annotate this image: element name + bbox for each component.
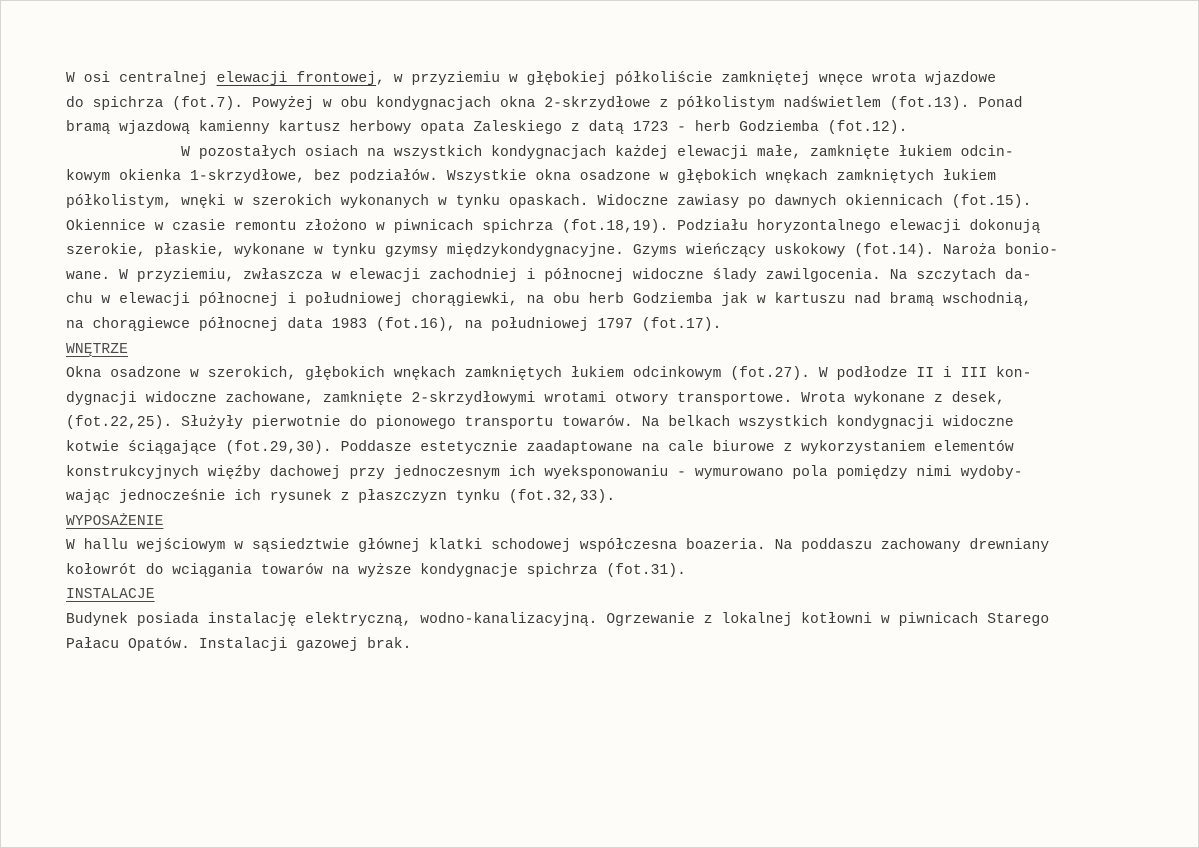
paragraph-line: na chorągiewce północnej data 1983 (fot.16), na południowej 1797 (fot.17). <box>66 316 722 333</box>
paragraph-line: szerokie, płaskie, wykonane w tynku gzymsy międzykondygnacyjne. Gzyms wieńczący uskokowy (fot.14). Naroża bonio- <box>66 243 1059 260</box>
paragraph-line: W hallu wejściowym w sąsiedztwie głównej klatki schodowej współczesna boazeria. Na poddaszu zachowany drewniany <box>66 538 1050 555</box>
paragraph-line: W pozostałych osiach na wszystkich kondygnacjach każdej elewacji małe, zamknięte łukiem odcin- <box>66 144 1014 161</box>
typed-text-body <box>66 67 1166 657</box>
paragraph-line: dygnacji widoczne zachowane, zamknięte 2-skrzydłowymi wrotami otwory transportowe. Wrota wykonane z desek, <box>66 390 1005 407</box>
section-heading-wnetrze: WNĘTRZE <box>66 341 129 358</box>
text-span: , w przyziemiu w głębokiej półkoliście zamkniętej wnęce wrota wjazdowe <box>376 71 997 87</box>
paragraph-line: kowym okienka 1-skrzydłowe, bez podziałów. Wszystkie okna osadzone w głębokich wnękach zamkniętych łukiem <box>66 169 997 186</box>
paragraph-line: chu w elewacji północnej i południowej chorągiewki, na obu herb Godziemba jak w kartuszu nad bramą wschodnią, <box>66 292 1032 309</box>
paragraph-line: wając jednocześnie ich rysunek z płaszczyzn tynku (fot.32,33). <box>66 489 616 506</box>
section-heading-wyposazenie: WYPOSAŻENIE <box>66 513 164 530</box>
paragraph-line: bramą wjazdową kamienny kartusz herbowy opata Zaleskiego z datą 1723 - herb Godziemba (fot.12). <box>66 120 908 137</box>
paragraph-line: konstrukcyjnych więźby dachowej przy jednoczesnym ich wyeksponowaniu - wymurowano pola pomiędzy nimi wydoby- <box>66 464 1023 481</box>
paragraph-line: Budynek posiada instalację elektryczną, wodno-kanalizacyjną. Ogrzewanie z lokalnej kotłowni w piwnicach Starego <box>66 612 1050 629</box>
paragraph-line: Pałacu Opatów. Instalacji gazowej brak. <box>66 636 412 653</box>
paragraph-line: kołowrót do wciągania towarów na wyższe kondygnacje spichrza (fot.31). <box>66 562 687 579</box>
underlined-term: elewacji frontowej <box>216 71 377 87</box>
paragraph-line: półkolistym, wnęki w szerokich wykonanych w tynku opaskach. Widoczne zawiasy po dawnych okiennicach (fot.15). <box>66 193 1032 210</box>
text-span: W osi centralnej <box>66 71 217 87</box>
section-heading-instalacje: INSTALACJE <box>66 587 155 604</box>
paragraph-line: Okiennice w czasie remontu złożono w piwnicach spichrza (fot.18,19). Podziału horyzontalnego elewacji dokonują <box>66 218 1041 235</box>
paragraph-line: kotwie ściągające (fot.29,30). Poddasze estetycznie zaadaptowane na cale biurowe z wykorzystaniem elementów <box>66 439 1014 456</box>
paragraph-line: Okna osadzone w szerokich, głębokich wnękach zamkniętych łukiem odcinkowym (fot.27). W podłodze II i III kon- <box>66 366 1032 383</box>
paragraph-line: (fot.22,25). Służyły pierwotnie do pionowego transportu towarów. Na belkach wszystkich kondygnacji widoczne <box>66 415 1014 432</box>
paragraph-line: do spichrza (fot.7). Powyżej w obu kondygnacjach okna 2-skrzydłowe z półkolistym nadświetlem (fot.13). Ponad <box>66 95 1023 112</box>
paragraph-line <box>66 67 1166 92</box>
paragraph-line: wane. W przyziemiu, zwłaszcza w elewacji zachodniej i północnej widoczne ślady zawilgocenia. Na szczytach da- <box>66 267 1032 284</box>
